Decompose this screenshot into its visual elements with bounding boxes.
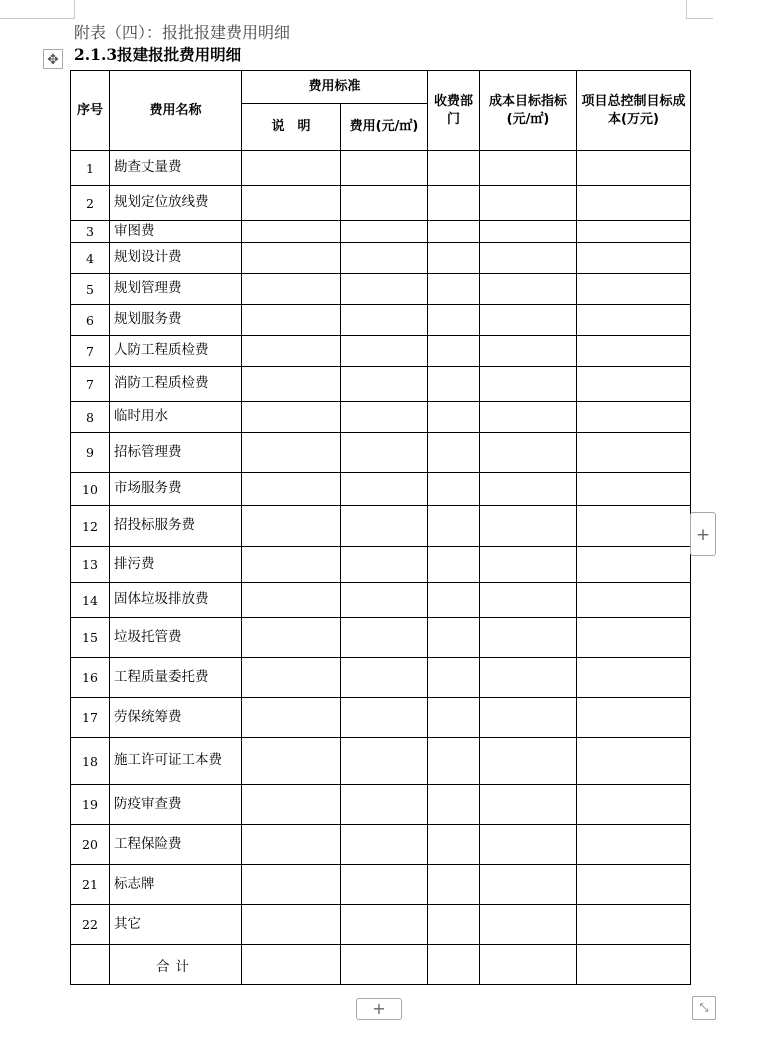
cell-control[interactable] <box>577 658 691 698</box>
fee-name[interactable]: 标志牌 <box>110 865 242 905</box>
appendix-title: 附表（四）：报批报建费用明细 <box>74 23 291 42</box>
header-control: 项目总控制目标成本(万元) <box>577 71 691 151</box>
fee-name[interactable]: 垃圾托管费 <box>110 618 242 658</box>
cell-control[interactable] <box>577 698 691 738</box>
row-number[interactable]: 3 <box>71 221 110 243</box>
row-number[interactable]: 15 <box>71 618 110 658</box>
row-number[interactable]: 12 <box>71 506 110 547</box>
row-number[interactable]: 5 <box>71 274 110 305</box>
row-number[interactable]: 14 <box>71 583 110 618</box>
cell-note[interactable] <box>242 905 341 945</box>
cell-dept[interactable] <box>428 433 480 473</box>
row-number[interactable]: 19 <box>71 785 110 825</box>
table-row <box>71 738 691 785</box>
fee-name[interactable]: 人防工程质检费 <box>110 336 242 367</box>
cell-dept[interactable] <box>428 905 480 945</box>
cell-fee[interactable] <box>341 905 428 945</box>
cell-note[interactable] <box>242 698 341 738</box>
fee-name[interactable]: 招投标服务费 <box>110 506 242 547</box>
cell-control[interactable] <box>577 583 691 618</box>
fee-name[interactable]: 审图费 <box>110 221 242 243</box>
fee-name[interactable]: 规划定位放线费 <box>110 186 242 221</box>
table-move-handle-icon[interactable]: ✥ <box>43 49 63 69</box>
cell-total-note[interactable] <box>242 945 341 985</box>
cell-dept[interactable] <box>428 274 480 305</box>
cell-dept[interactable] <box>428 658 480 698</box>
table-row <box>71 865 691 905</box>
table-row <box>71 221 691 243</box>
row-number[interactable]: 8 <box>71 402 110 433</box>
fee-name[interactable]: 排污费 <box>110 547 242 583</box>
table-row <box>71 658 691 698</box>
cell-dept[interactable] <box>428 698 480 738</box>
header-note: 说 明 <box>242 104 341 151</box>
cell-control[interactable] <box>577 367 691 402</box>
cell-control[interactable] <box>577 738 691 785</box>
cell-control[interactable] <box>577 473 691 506</box>
fee-name[interactable]: 临时用水 <box>110 402 242 433</box>
fee-name[interactable]: 消防工程质检费 <box>110 367 242 402</box>
cell-target[interactable] <box>480 658 577 698</box>
cell-fee[interactable] <box>341 367 428 402</box>
cell-target[interactable] <box>480 402 577 433</box>
row-number[interactable]: 2 <box>71 186 110 221</box>
row-number[interactable]: 10 <box>71 473 110 506</box>
row-number[interactable]: 7 <box>71 367 110 402</box>
add-column-button[interactable]: + <box>690 512 716 556</box>
cell-fee[interactable] <box>341 186 428 221</box>
row-number[interactable]: 7 <box>71 336 110 367</box>
cell-note[interactable] <box>242 473 341 506</box>
header-fee: 费用(元/㎡) <box>341 104 428 151</box>
cell-target[interactable] <box>480 274 577 305</box>
table-row <box>71 274 691 305</box>
cell-control[interactable] <box>577 402 691 433</box>
cell-note[interactable] <box>242 433 341 473</box>
cell-note[interactable] <box>242 367 341 402</box>
cell-dept[interactable] <box>428 221 480 243</box>
cell-total-fee[interactable] <box>341 945 428 985</box>
table-row <box>71 305 691 336</box>
cell-total-control[interactable] <box>577 945 691 985</box>
table-resize-handle-icon[interactable]: ⤡ <box>692 996 716 1020</box>
header-dept: 收费部门 <box>428 71 480 151</box>
cell-control[interactable] <box>577 151 691 186</box>
fee-name[interactable]: 规划设计费 <box>110 243 242 274</box>
cell-note[interactable] <box>242 825 341 865</box>
cell-target[interactable] <box>480 243 577 274</box>
cell-fee[interactable] <box>341 785 428 825</box>
cell-dept[interactable] <box>428 825 480 865</box>
table-row <box>71 243 691 274</box>
total-label: 合计 <box>110 945 242 985</box>
table-row <box>71 547 691 583</box>
table-row <box>71 473 691 506</box>
cell-dept[interactable] <box>428 151 480 186</box>
cell-control[interactable] <box>577 905 691 945</box>
header-seq: 序号 <box>71 71 110 151</box>
cell-fee[interactable] <box>341 506 428 547</box>
cell-control[interactable] <box>577 825 691 865</box>
table-row <box>71 825 691 865</box>
table-row <box>71 336 691 367</box>
cell-dept[interactable] <box>428 583 480 618</box>
table-row <box>71 583 691 618</box>
cell-fee[interactable] <box>341 151 428 186</box>
cell-fee[interactable] <box>341 336 428 367</box>
cell-target[interactable] <box>480 825 577 865</box>
table-row <box>71 618 691 658</box>
fee-name[interactable]: 市场服务费 <box>110 473 242 506</box>
cell-dept[interactable] <box>428 618 480 658</box>
table-row <box>71 186 691 221</box>
cell-control[interactable] <box>577 186 691 221</box>
section-heading: 2.1.3报建报批费用明细 <box>74 45 242 64</box>
table-row <box>71 433 691 473</box>
row-number[interactable]: 20 <box>71 825 110 865</box>
cell-control[interactable] <box>577 305 691 336</box>
fee-name[interactable]: 工程保险费 <box>110 825 242 865</box>
add-row-button[interactable]: + <box>356 998 402 1020</box>
cell-fee[interactable] <box>341 658 428 698</box>
cell-control[interactable] <box>577 506 691 547</box>
cell-dept[interactable] <box>428 506 480 547</box>
header-name: 费用名称 <box>110 71 242 151</box>
cell-note[interactable] <box>242 547 341 583</box>
cell-note[interactable] <box>242 186 341 221</box>
cell-note[interactable] <box>242 583 341 618</box>
cell-fee[interactable] <box>341 618 428 658</box>
cell-dept[interactable] <box>428 547 480 583</box>
cell-fee[interactable] <box>341 698 428 738</box>
crop-mark-top-left <box>0 0 75 19</box>
cell-target[interactable] <box>480 473 577 506</box>
row-number[interactable]: 16 <box>71 658 110 698</box>
cell-target[interactable] <box>480 221 577 243</box>
cell-fee[interactable] <box>341 402 428 433</box>
table-row <box>71 402 691 433</box>
cell-fee[interactable] <box>341 274 428 305</box>
cell-note[interactable] <box>242 221 341 243</box>
cell-target[interactable] <box>480 367 577 402</box>
row-number[interactable]: 1 <box>71 151 110 186</box>
cell-target[interactable] <box>480 698 577 738</box>
header-target: 成本目标指标(元/㎡) <box>480 71 577 151</box>
cell-total-target[interactable] <box>480 945 577 985</box>
cell-control[interactable] <box>577 547 691 583</box>
table-row <box>71 698 691 738</box>
row-number[interactable]: 17 <box>71 698 110 738</box>
cell-note[interactable] <box>242 658 341 698</box>
fee-name[interactable]: 固体垃圾排放费 <box>110 583 242 618</box>
fee-name[interactable]: 勘查丈量费 <box>110 151 242 186</box>
cell-target[interactable] <box>480 738 577 785</box>
cell-note[interactable] <box>242 274 341 305</box>
cell-dept[interactable] <box>428 402 480 433</box>
cell-fee[interactable] <box>341 825 428 865</box>
fee-name[interactable]: 劳保统筹费 <box>110 698 242 738</box>
cell-note[interactable] <box>242 618 341 658</box>
cell-dept[interactable] <box>428 473 480 506</box>
cell-dept[interactable] <box>428 336 480 367</box>
row-number[interactable]: 22 <box>71 905 110 945</box>
cell-target[interactable] <box>480 506 577 547</box>
cell-dept[interactable] <box>428 785 480 825</box>
row-number[interactable]: 9 <box>71 433 110 473</box>
row-number[interactable]: 4 <box>71 243 110 274</box>
fee-name[interactable]: 其它 <box>110 905 242 945</box>
cell-fee[interactable] <box>341 583 428 618</box>
cell-fee[interactable] <box>341 865 428 905</box>
cell-target[interactable] <box>480 151 577 186</box>
cell-dept[interactable] <box>428 738 480 785</box>
cell-total-dept[interactable] <box>428 945 480 985</box>
cell-target[interactable] <box>480 785 577 825</box>
cell-note[interactable] <box>242 151 341 186</box>
cell-target[interactable] <box>480 905 577 945</box>
cell-note[interactable] <box>242 865 341 905</box>
cell-target[interactable] <box>480 865 577 905</box>
table-row <box>71 367 691 402</box>
cell-control[interactable] <box>577 618 691 658</box>
fee-name[interactable]: 招标管理费 <box>110 433 242 473</box>
row-number[interactable]: 6 <box>71 305 110 336</box>
cell-target[interactable] <box>480 583 577 618</box>
cell-note[interactable] <box>242 506 341 547</box>
cell-target[interactable] <box>480 618 577 658</box>
header-standard: 费用标准 <box>242 71 428 104</box>
cell-control[interactable] <box>577 336 691 367</box>
cell-control[interactable] <box>577 243 691 274</box>
cell-target[interactable] <box>480 305 577 336</box>
cell-note[interactable] <box>242 402 341 433</box>
cell-fee[interactable] <box>341 305 428 336</box>
cell-target[interactable] <box>480 336 577 367</box>
cell-target[interactable] <box>480 433 577 473</box>
fee-name[interactable]: 规划管理费 <box>110 274 242 305</box>
cell-control[interactable] <box>577 865 691 905</box>
cell-fee[interactable] <box>341 243 428 274</box>
cell-fee[interactable] <box>341 547 428 583</box>
cell-note[interactable] <box>242 336 341 367</box>
cell-fee[interactable] <box>341 221 428 243</box>
cell-dept[interactable] <box>428 305 480 336</box>
cell-dept[interactable] <box>428 367 480 402</box>
cell-control[interactable] <box>577 221 691 243</box>
fee-name[interactable]: 工程质量委托费 <box>110 658 242 698</box>
cell-dept[interactable] <box>428 865 480 905</box>
fee-table <box>70 70 691 985</box>
cell-dept[interactable] <box>428 186 480 221</box>
fee-name[interactable]: 防疫审查费 <box>110 785 242 825</box>
total-seq-cell[interactable] <box>71 945 110 985</box>
row-number[interactable]: 21 <box>71 865 110 905</box>
table-row <box>71 151 691 186</box>
fee-name[interactable]: 规划服务费 <box>110 305 242 336</box>
cell-control[interactable] <box>577 433 691 473</box>
table-row <box>71 785 691 825</box>
table-row <box>71 506 691 547</box>
row-number[interactable]: 13 <box>71 547 110 583</box>
cell-fee[interactable] <box>341 433 428 473</box>
cell-control[interactable] <box>577 274 691 305</box>
cell-target[interactable] <box>480 547 577 583</box>
cell-note[interactable] <box>242 243 341 274</box>
cell-target[interactable] <box>480 186 577 221</box>
cell-note[interactable] <box>242 738 341 785</box>
cell-fee[interactable] <box>341 738 428 785</box>
cell-note[interactable] <box>242 305 341 336</box>
table-row <box>71 905 691 945</box>
crop-mark-top-right <box>686 0 713 19</box>
cell-control[interactable] <box>577 785 691 825</box>
fee-name[interactable]: 施工许可证工本费 <box>110 738 242 785</box>
row-number[interactable]: 18 <box>71 738 110 785</box>
cell-dept[interactable] <box>428 243 480 274</box>
cell-note[interactable] <box>242 785 341 825</box>
cell-fee[interactable] <box>341 473 428 506</box>
